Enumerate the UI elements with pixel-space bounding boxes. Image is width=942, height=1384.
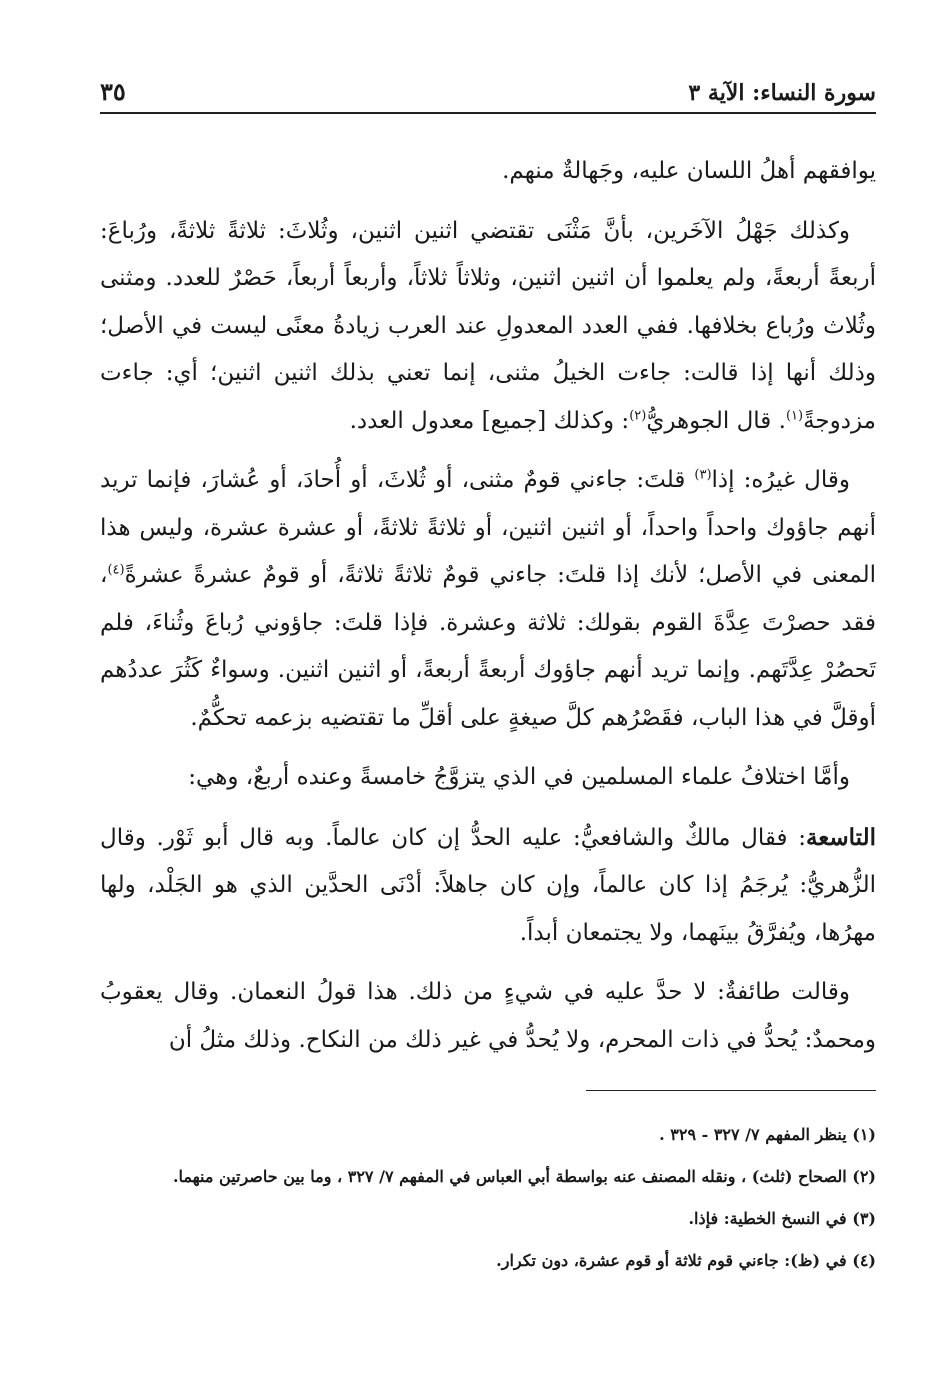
page-number: ٣٥ xyxy=(100,77,126,106)
paragraph: وكذلك جَهْلُ الآخَرين، بأنَّ مَثْنَى تقتضي اثنين اثنين، وثُلاثَ: ثلاثةً ثلاثةً، ورُباعَ: أربعةً أربعةً، ولم يعلموا أن اثنين اثنين، وثلاثاً ثلاثاً، وأربعاً أربعاً، حَصْرٌ للعدد. ومثنى وثُلاث ورُباع بخلافها. ففي العدد المعدولِ عند العرب زيادةُ معنًى ليست في الأصل؛ وذلك أنها إذا قالت: جاءت الخيلُ مثنى، إنما تعني بذلك اثنين اثنين؛ أي: جاءت مزدوجةً$^{(١)}$. قال الجوهريُّ$^{(٢)}$: وكذلك [جميع] معدول العدد. xyxy=(100,217,877,434)
paragraph: وقال غيرُه: إذا$^{(٣)}$ قلتَ: جاءني قومٌ مثنى، أو ثُلاثَ، أو أُحادَ، أو عُشارَ، فإنما تريد أنهم جاؤوك واحداً واحداً، أو اثنين اثنين، أو ثلاثةً ثلاثةً، أو عشرة عشرة، وليس هذا المعنى في الأصل؛ لأنك إذا قلتَ: جاءني قومٌ ثلاثةً ثلاثةً، أو قومٌ عشرةً عشرةً$^{(٤)}$، فقد حصرْتَ عِدَّةَ القوم بقولك: ثلاثة وعشرة. فإذا قلتَ: جاؤوني رُباعَ وثُناءَ، فلم تَحصُرْ عِدَّتَهم. وإنما تريد أنهم جاؤوك أربعةً أربعةً، أو اثنين اثنين. وسواءٌ كَثُرَ عددُهم أوقلَّ في هذا الباب، فقَصْرُهم كلَّ صيغةٍ على أقلِّ ما تقتضيه بزعمه تحكُّمٌ. xyxy=(100,467,876,731)
footnote: (١) ينظر المفهم ٧/ ٣٢٧ - ٣٢٩ . xyxy=(659,1125,876,1144)
footnote: (٢) الصحاح (ثلث) ، ونقله المصنف عنه بواسطة أبي العباس في المفهم ٧/ ٣٢٧ ، وما بين حاصرتين منهما. xyxy=(172,1167,876,1186)
footnote-ref[interactable]: (٢) xyxy=(629,407,647,423)
footnote-ref[interactable]: (١) xyxy=(785,407,804,423)
footnote-divider xyxy=(586,1090,876,1091)
section-term: التاسعة xyxy=(805,823,876,851)
page-header xyxy=(100,66,876,114)
footnote-ref[interactable]: (٤) xyxy=(107,562,125,578)
paragraph: يوافقهم أهلُ اللسان عليه، وجَهالةٌ منهم. xyxy=(502,158,876,184)
paragraph: وقالت طائفةٌ: لا حدَّ عليه في شيءٍ من ذلك. هذا قولُ النعمان. وقال يعقوبُ ومحمدٌ: يُحدُّ في ذات المحرم، ولا يُحدُّ في غير ذلك من النكاح. وذلك مثلُ أن xyxy=(100,979,876,1053)
paragraph: وأمَّا اختلافُ علماء المسلمين في الذي يتزوَّجُ خامسةً وعنده أربعٌ، وهي: xyxy=(188,764,850,790)
footnote: (٣) في النسخ الخطية: فإذا. xyxy=(688,1209,876,1228)
footnote: (٤) في (ظ): جاءني قوم ثلاثة أو قوم عشرة، دون تكرار. xyxy=(496,1251,876,1270)
paragraph: التاسعة: فقال مالكٌ والشافعيُّ: عليه الحدُّ إن كان عالماً. وبه قال أبو ثَوْر. وقال الزُّهريُّ: يُرجَمُ إذا كان عالماً، وإن كان جاهلاً: أدْنَى الحدَّين الذي هو الجَلْد، ولها مهرُها، ويُفرَّقُ بينَهما، ولا يجتمعان أبداً. xyxy=(100,823,876,946)
footnotes xyxy=(100,1118,876,1286)
running-title: سورة النساء: الآية ٣ xyxy=(688,80,876,106)
footnote-ref[interactable]: (٣) xyxy=(694,467,712,483)
main-text xyxy=(100,148,876,1076)
